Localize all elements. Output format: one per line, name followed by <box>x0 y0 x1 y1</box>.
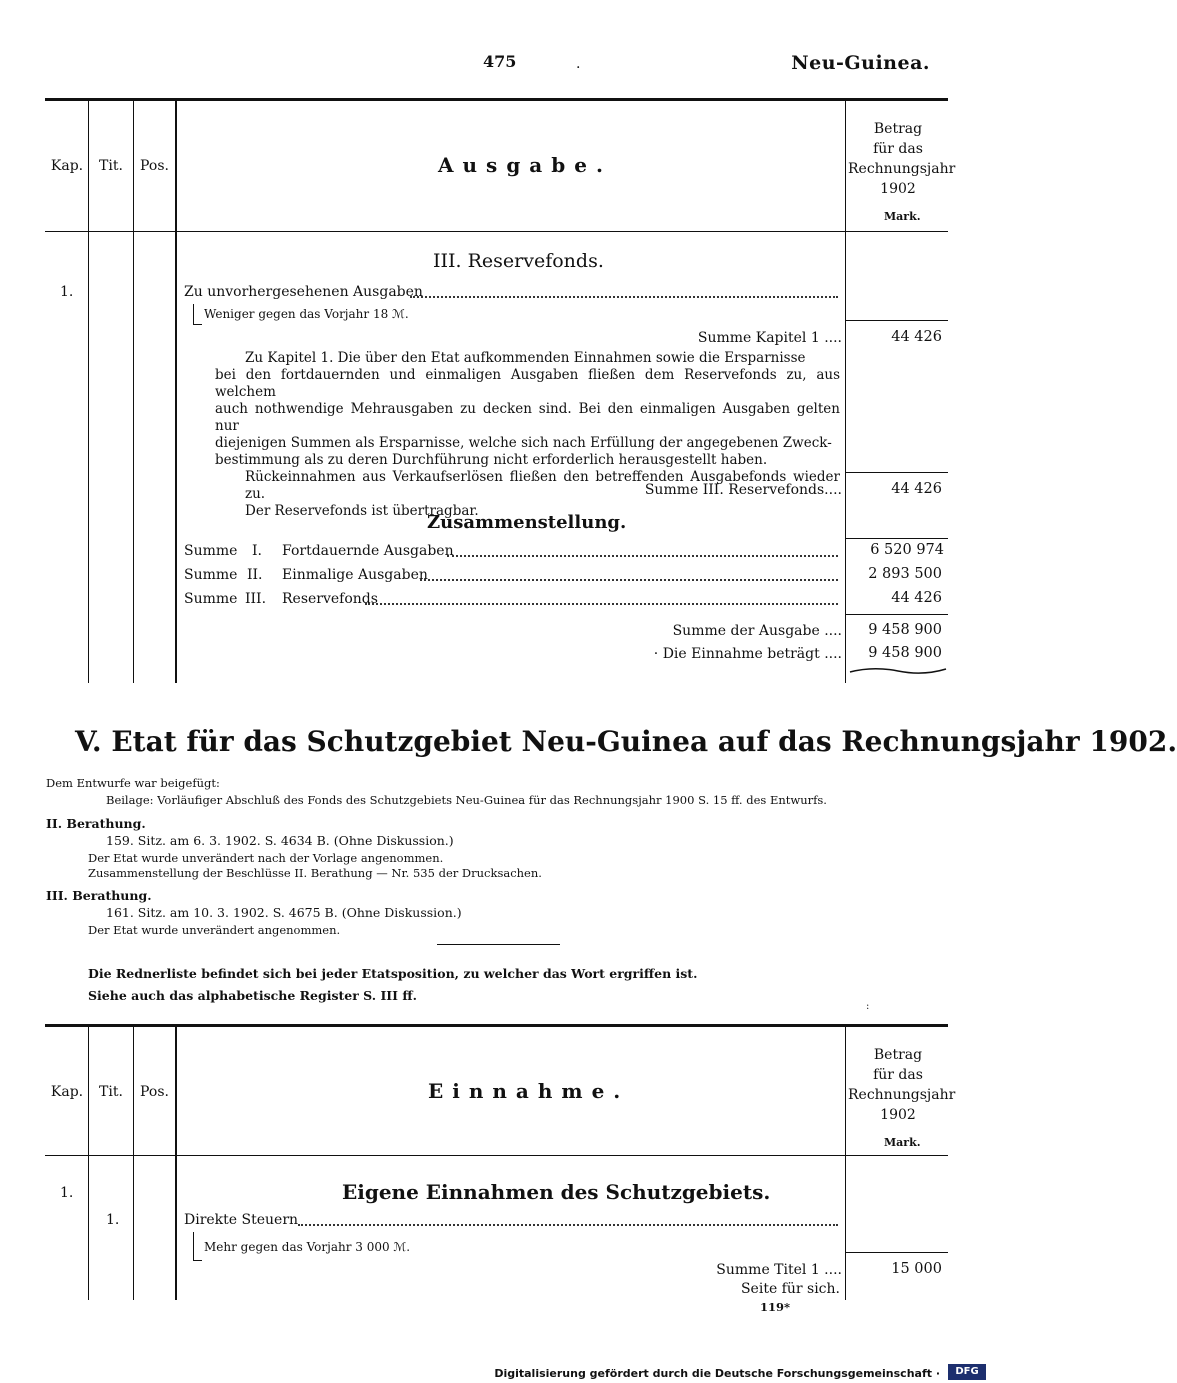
row-summe: Summe <box>184 591 238 607</box>
col-kap-header: Kap. <box>50 1084 84 1100</box>
kap-number: 1. <box>60 1185 74 1201</box>
table-top-rule <box>45 1024 948 1027</box>
table-title: Einnahme. <box>428 1079 630 1103</box>
iii-berathung-heading: III. Berathung. <box>46 888 152 903</box>
iii-line: Der Etat wurde unverändert angenommen. <box>88 923 341 937</box>
betrag-line: 1902 <box>880 1107 916 1123</box>
col-tit-header: Tit. <box>99 158 123 174</box>
table-title: Ausgabe. <box>438 153 612 177</box>
section-title: Eigene Einnahmen des Schutzgebiets. <box>342 1180 771 1204</box>
section-title: III. Reservefonds. <box>433 250 604 272</box>
col-divider <box>175 1027 177 1300</box>
item-label: Zu unvorhergesehenen Ausgaben <box>184 284 423 300</box>
running-title: Neu-Guinea. <box>791 52 930 74</box>
summe-ausgabe-label: Summe der Ausgabe .... <box>672 623 842 639</box>
header-bottom-rule <box>45 231 948 232</box>
summe-kapitel-value: 44 426 <box>891 329 942 345</box>
betrag-line: Rechnungsjahr <box>848 1087 956 1103</box>
col-divider <box>88 101 89 683</box>
dfg-logo: DFG <box>948 1364 986 1380</box>
row-label: Fortdauernde Ausgaben <box>282 543 454 559</box>
unit-label: Mark. <box>884 1136 921 1149</box>
kap-number: 1. <box>60 284 74 300</box>
dot-leader <box>410 296 838 298</box>
col-tit-header: Tit. <box>99 1084 123 1100</box>
sum-rule <box>845 320 948 321</box>
note-line: auch nothwendige Mehrausgaben zu decken sind. Bei den einmaligen Ausgaben gelten nur <box>215 401 840 434</box>
row-num: II. <box>247 567 263 583</box>
ii-line: Zusammenstellung der Beschlüsse II. Berathung — Nr. 535 der Drucksachen. <box>88 866 542 880</box>
summe-kapitel-label: Summe Kapitel 1 .... <box>697 330 842 346</box>
register-note: Siehe auch das alphabetische Register S. III ff. <box>88 988 417 1003</box>
sheet-mark: 119* <box>760 1300 791 1314</box>
note-line: bestimmung als zu deren Durchführung nicht erforderlich herausgestellt haben. <box>215 452 768 468</box>
sum-rule <box>845 538 948 539</box>
betrag-line: Rechnungsjahr <box>848 161 956 177</box>
row-num: III. <box>245 591 267 607</box>
dot-leader <box>365 603 838 605</box>
col-pos-header: Pos. <box>140 1084 169 1100</box>
betrag-line: für das <box>873 141 923 157</box>
summe-titel-value: 15 000 <box>891 1261 942 1277</box>
note-line: Zu Kapitel 1. Die über den Etat aufkommenden Einnahmen sowie die Ersparnisse <box>245 350 806 366</box>
note-line: diejenigen Summen als Ersparnisse, welche sich nach Erfüllung der angegebenen Zweck- <box>215 435 832 451</box>
summe-iii-value: 44 426 <box>891 481 942 497</box>
row-summe: Summe <box>184 567 238 583</box>
col-divider <box>845 101 846 683</box>
sum-rule <box>845 1252 948 1253</box>
betrag-line: 1902 <box>880 181 916 197</box>
rednerliste-note: Die Rednerliste befindet sich bei jeder Etatsposition, zu welcher das Wort ergriffen ist. <box>88 966 698 981</box>
closing-flourish <box>848 664 948 676</box>
digitization-credit: Digitalisierung gefördert durch die Deutsche Forschungsgemeinschaft · <box>494 1367 940 1380</box>
header-bottom-rule <box>45 1155 948 1156</box>
ii-line: 159. Sitz. am 6. 3. 1902. S. 4634 B. (Ohne Diskussion.) <box>106 833 454 848</box>
table-top-rule <box>45 98 948 101</box>
betrag-line: für das <box>873 1067 923 1083</box>
note-line: Der Reservefonds ist übertragbar. <box>245 503 479 519</box>
row-num: I. <box>252 543 262 559</box>
dot-leader <box>420 579 838 581</box>
page-number: 475 <box>483 52 517 71</box>
note-line: bei den fortdauernden und einmaligen Ausgaben fließen dem Reservefonds zu, aus welchem <box>215 367 840 400</box>
col-divider <box>175 101 177 683</box>
section-divider <box>437 944 560 945</box>
col-divider <box>88 1027 89 1300</box>
note-bracket <box>193 304 202 325</box>
row-summe: Summe <box>184 543 238 559</box>
row-label: Einmalige Ausgaben <box>282 567 428 583</box>
seite-fuer-sich: Seite für sich. <box>740 1281 840 1297</box>
speck: : <box>866 1001 870 1012</box>
speck: . <box>576 56 581 72</box>
note-line: Rückeinnahmen aus Verkaufserlösen fließen den betreffenden Ausgabefonds wieder zu. <box>245 469 840 502</box>
summe-iii-label: Summe III. Reservefonds.... <box>644 482 842 498</box>
dot-leader <box>447 555 838 557</box>
item-label: Direkte Steuern <box>184 1212 299 1228</box>
summe-ausgabe-value: 9 458 900 <box>868 622 942 638</box>
betrag-header <box>848 119 956 199</box>
col-divider <box>133 101 134 683</box>
item-note: Weniger gegen das Vorjahr 18 ℳ. <box>204 307 409 321</box>
zusammenstellung-title: Zusammenstellung. <box>427 512 627 533</box>
summe-titel-label: Summe Titel 1 .... <box>716 1262 842 1278</box>
ii-line: Der Etat wurde unverändert nach der Vorlage angenommen. <box>88 851 444 865</box>
row-label: Reservefonds <box>282 591 378 607</box>
item-note: Mehr gegen das Vorjahr 3 000 ℳ. <box>204 1240 411 1254</box>
note-bracket <box>193 1232 202 1261</box>
col-kap-header: Kap. <box>50 158 84 174</box>
dot-leader <box>298 1224 838 1226</box>
einnahme-betraegt-value: 9 458 900 <box>868 645 942 661</box>
row-value: 2 893 500 <box>868 566 942 582</box>
einnahme-betraegt-label: · Die Einnahme beträgt .... <box>653 646 842 662</box>
col-pos-header: Pos. <box>140 158 169 174</box>
sum-rule <box>845 472 948 473</box>
row-value: 6 520 974 <box>870 542 944 558</box>
ii-berathung-heading: II. Berathung. <box>46 816 146 831</box>
betrag-line: Betrag <box>873 121 923 137</box>
sum-rule <box>845 614 948 615</box>
col-divider <box>845 1027 846 1300</box>
col-divider <box>133 1027 134 1300</box>
row-value: 44 426 <box>891 590 942 606</box>
unit-label: Mark. <box>884 210 921 223</box>
beilage-line: Beilage: Vorläufiger Abschluß des Fonds des Schutzgebiets Neu-Guinea für das Rechnungsjahr 1900 S. 15 ff. des Entwurfs. <box>106 793 827 807</box>
beigefuegt-line: Dem Entwurfe war beigefügt: <box>46 776 220 790</box>
iii-line: 161. Sitz. am 10. 3. 1902. S. 4675 B. (Ohne Diskussion.) <box>106 905 462 920</box>
etat-heading: V. Etat für das Schutzgebiet Neu-Guinea auf das Rechnungsjahr 1902. <box>75 725 1177 758</box>
betrag-header <box>848 1045 956 1125</box>
tit-number: 1. <box>106 1212 120 1228</box>
betrag-line: Betrag <box>873 1047 923 1063</box>
